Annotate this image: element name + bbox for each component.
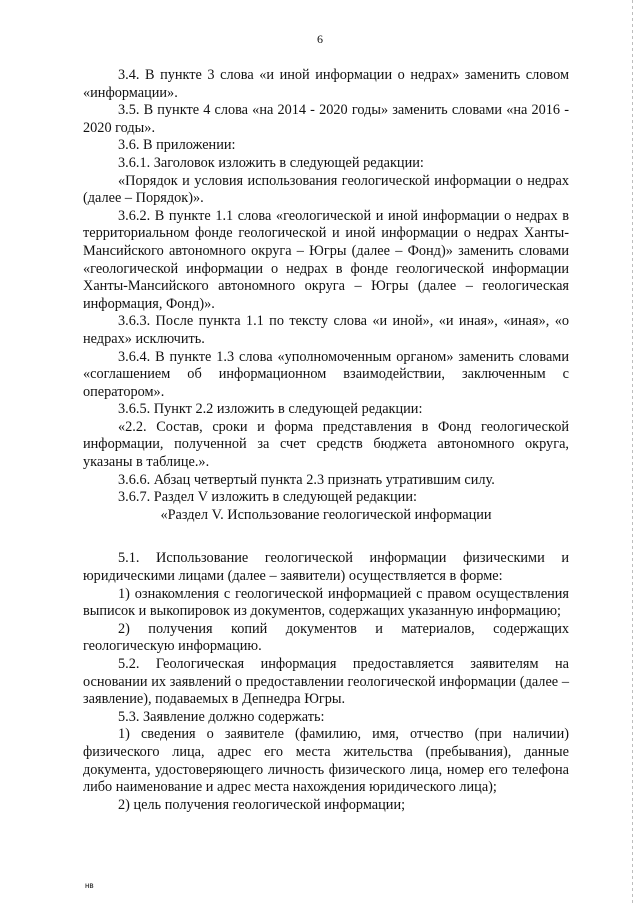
- paragraph-3-5: 3.5. В пункте 4 слова «на 2014 - 2020 годы» заменить словами «на 2016 - 2020 годы».: [83, 102, 569, 136]
- section-gap: [83, 524, 569, 550]
- paragraph-3-6-6: 3.6.6. Абзац четвертый пункта 2.3 признать утратившим силу.: [118, 471, 495, 488]
- paragraph-5-3: 5.3. Заявление должно содержать:: [118, 708, 325, 725]
- paragraph-5-3-item-1: 1) сведения о заявителе (фамилию, имя, отчество (при наличии) физического лица, адрес его места жительства (пребывания), данные документа, удостоверяющего личность физического лица, номер его телефона либо наименование и адрес места нахождения юридического лица);: [83, 726, 569, 796]
- paragraph-title-quote: «Порядок и условия использования геологической информации о недрах (далее – Порядок)».: [83, 172, 569, 207]
- paragraph-5-1-item-2: 2) получения копий документов и материалов, содержащих геологическую информацию.: [83, 620, 569, 655]
- paragraph-3-6-1: 3.6.1. Заголовок изложить в следующей редакции:: [118, 154, 424, 171]
- paragraph-3-4: 3.4. В пункте 3 слова «и иной информации о недрах» заменить словом «информации».: [83, 67, 569, 101]
- paragraph-3-6-7: 3.6.7. Раздел V изложить в следующей редакции:: [118, 489, 417, 506]
- paragraph-5-3-item-2: 2) цель получения геологической информации;: [118, 796, 406, 813]
- paragraph-5-2: 5.2. Геологическая информация предоставляется заявителям на основании их заявлений о предоставлении геологической информации (далее – заявление), подаваемых в Депнедра Югры.: [83, 656, 569, 708]
- paragraph-3-6: 3.6. В приложении:: [118, 137, 236, 154]
- paragraph-3-6-3: 3.6.3. После пункта 1.1 по тексту слова «и иной», «и иная», «иная», «о недрах» исключить.: [83, 313, 569, 347]
- paragraph-3-6-4: 3.6.4. В пункте 1.3 слова «уполномоченным органом» заменить словами «соглашением об информационном взаимодействии, заключенным с оператором».: [83, 348, 569, 400]
- document-body: [83, 67, 569, 814]
- footer-mark: нв: [85, 881, 94, 890]
- page-number: 6: [317, 32, 323, 46]
- paragraph-3-6-2: 3.6.2. В пункте 1.1 слова «геологической и иной информации о недрах в территориальном фонде геологической и иной информации о недрах Ханты-Мансийского автономного округа – Югры (далее – Фонд)» заменить словами «геологической информации о недрах в фонде геологической информации Ханты-Мансийского автономного округа – Югры (далее – геологическая информация, Фонд)».: [83, 207, 569, 312]
- scan-edge-line: [632, 0, 633, 905]
- paragraph-5-1: 5.1. Использование геологической информации физическими и юридическими лицами (далее – заявители) осуществляется в форме:: [83, 550, 569, 585]
- paragraph-3-6-5: 3.6.5. Пункт 2.2 изложить в следующей редакции:: [118, 401, 423, 418]
- section-heading: «Раздел V. Использование геологической информации: [160, 506, 492, 523]
- paragraph-2-2-quote: «2.2. Состав, сроки и форма представления в Фонд геологической информации, полученной за счет средств бюджета автономного округа, указаны в таблице.».: [83, 418, 569, 471]
- paragraph-5-1-item-1: 1) ознакомления с геологической информацией с правом осуществления выписок и выкопировок из документов, содержащих указанную информацию;: [83, 585, 569, 620]
